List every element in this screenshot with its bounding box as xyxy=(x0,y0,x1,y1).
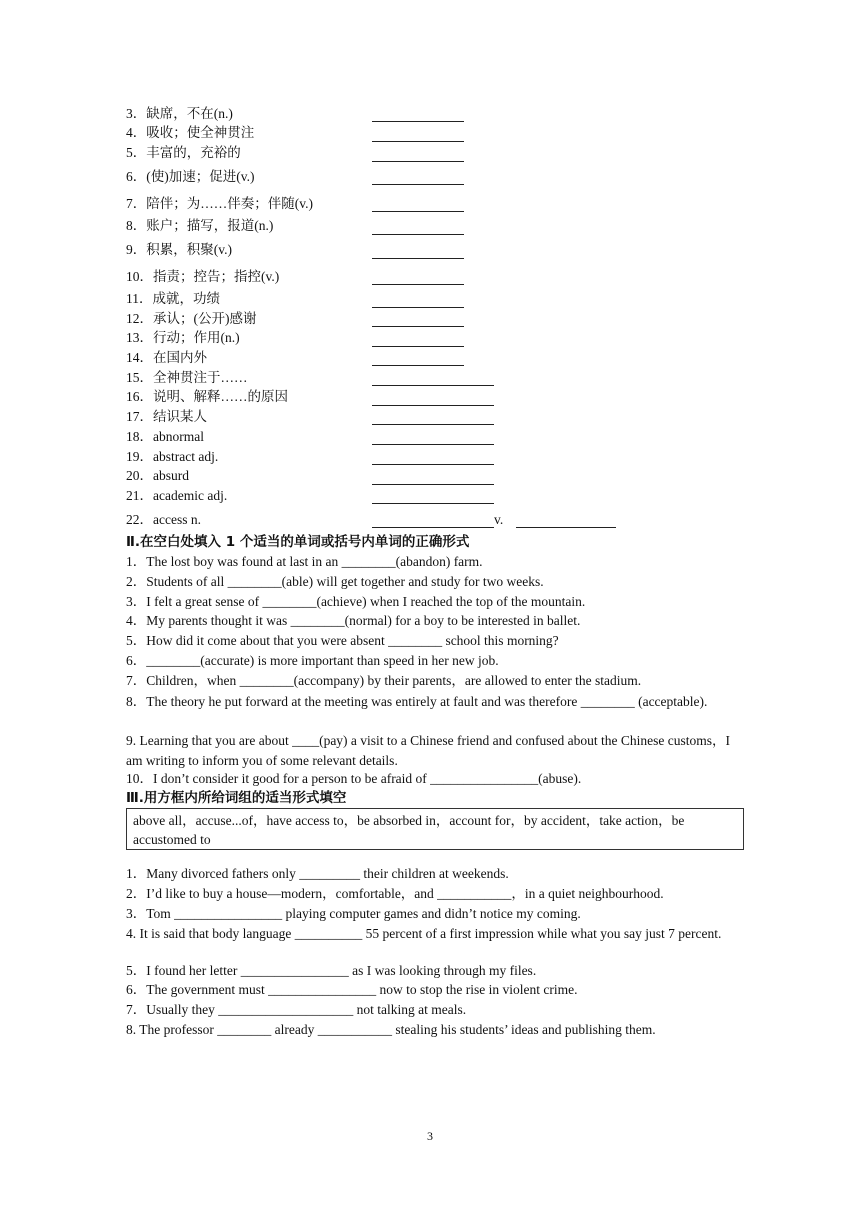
exercise-item: 1．The lost boy was found at last in an ________(abandon) farm. xyxy=(126,554,483,569)
answer-blank[interactable] xyxy=(372,107,464,122)
exercise-item: 2．Students of all ________(able) will get together and study for two weeks. xyxy=(126,574,544,589)
answer-blank[interactable] xyxy=(372,410,494,425)
answer-blank[interactable] xyxy=(372,430,494,445)
exercise-item: 8. The professor ________ already ___________ stealing his students’ ideas and publishing them. xyxy=(126,1022,656,1037)
answer-blank[interactable] xyxy=(372,513,494,528)
answer-blank[interactable] xyxy=(372,170,464,185)
vocab-item: 22．access n. xyxy=(126,512,201,527)
exercise-item: 8．The theory he put forward at the meeting was entirely at fault and was therefore ________ (acceptable). xyxy=(126,694,708,709)
section-2-heading: Ⅱ.在空白处填入 1 个适当的单词或括号内单词的正确形式 xyxy=(126,534,470,550)
exercise-item: 7．Children，when ________(accompany) by their parents，are allowed to enter the stadium. xyxy=(126,673,642,688)
answer-blank[interactable] xyxy=(372,371,494,386)
vocab-item: 10．指责；控告；指控(v.) xyxy=(126,269,280,284)
answer-blank[interactable] xyxy=(372,293,464,308)
vocab-item: 8．账户；描写，报道(n.) xyxy=(126,218,274,233)
vocab-item: 6．(使)加速；促进(v.) xyxy=(126,169,255,184)
answer-blank[interactable] xyxy=(372,244,464,259)
answer-blank[interactable] xyxy=(372,391,494,406)
vocab-item: 12．承认；(公开)感谢 xyxy=(126,311,257,326)
vocab-item: 21．academic adj. xyxy=(126,488,228,503)
answer-blank[interactable] xyxy=(372,450,494,465)
vocab-item: 14．在国内外 xyxy=(126,350,207,365)
exercise-item: 7．Usually they ____________________ not talking at meals. xyxy=(126,1002,467,1017)
exercise-item: 4. It is said that body language __________ 55 percent of a first impression while what you say just 7 percent. xyxy=(126,926,722,941)
exercise-item: 6．________(accurate) is more important than speed in her new job. xyxy=(126,653,499,668)
vocab-item: 13．行动；作用(n.) xyxy=(126,330,240,345)
answer-blank[interactable] xyxy=(372,220,464,235)
vocab-item: 5．丰富的，充裕的 xyxy=(126,145,241,160)
exercise-item: 6．The government must ________________ now to stop the rise in violent crime. xyxy=(126,982,578,997)
answer-blank[interactable] xyxy=(372,351,464,366)
vocab-item: 11．成就，功绩 xyxy=(126,291,220,306)
exercise-item: 2．I’d like to buy a house—modern，comfortable，and ___________，in a quiet neighbourhood. xyxy=(126,886,664,901)
exercise-item: 1．Many divorced fathers only _________ their children at weekends. xyxy=(126,866,509,881)
vocab-item: 3．缺席，不在(n.) xyxy=(126,106,233,121)
vocab-item: 9．积累，积聚(v.) xyxy=(126,242,232,257)
phrase-box: above all，accuse...of，have access to，be absorbed in，account for，by accident，take action，be accustomed to xyxy=(126,808,744,850)
answer-blank[interactable] xyxy=(372,147,464,162)
answer-blank[interactable] xyxy=(372,489,494,504)
page-number: 3 xyxy=(427,1129,433,1143)
answer-blank[interactable] xyxy=(372,312,464,327)
exercise-item: 5．How did it come about that you were absent ________ school this morning? xyxy=(126,633,559,648)
answer-blank[interactable] xyxy=(372,332,464,347)
answer-blank[interactable] xyxy=(372,470,494,485)
vocab-item: 16．说明、解释……的原因 xyxy=(126,389,288,404)
section-3-heading: Ⅲ.用方框内所给词组的适当形式填空 xyxy=(126,790,347,806)
vocab-item: 20．absurd xyxy=(126,468,189,483)
answer-blank[interactable] xyxy=(372,270,464,285)
vocab-item: 17．结识某人 xyxy=(126,409,207,424)
exercise-item: 9. Learning that you are about ____(pay) a visit to a Chinese friend and confused about the Chinese customs，I am writing to inform you of some relevant details. xyxy=(126,733,730,768)
exercise-item: 4．My parents thought it was ________(normal) for a boy to be interested in ballet. xyxy=(126,613,581,628)
exercise-item: 5．I found her letter ________________ as I was looking through my files. xyxy=(126,963,537,978)
answer-blank[interactable] xyxy=(372,197,464,212)
vocab-item: 19．abstract adj. xyxy=(126,449,219,464)
vocab-item: 15．全神贯注于…… xyxy=(126,370,248,385)
exercise-item: 10．I don’t consider it good for a person to be afraid of ________________(abuse). xyxy=(126,771,582,786)
vocab-item: 7．陪伴；为……伴奏；伴随(v.) xyxy=(126,196,313,211)
vocab-item: 4．吸收；使全神贯注 xyxy=(126,125,255,140)
answer-blank[interactable] xyxy=(516,513,616,528)
vocab-item: 18．abnormal xyxy=(126,429,204,444)
exercise-item: 3．I felt a great sense of ________(achieve) when I reached the top of the mountain. xyxy=(126,594,586,609)
part-of-speech-label: v. xyxy=(494,512,504,527)
answer-blank[interactable] xyxy=(372,127,464,142)
exercise-item: 3．Tom ________________ playing computer games and didn’t notice my coming. xyxy=(126,906,581,921)
